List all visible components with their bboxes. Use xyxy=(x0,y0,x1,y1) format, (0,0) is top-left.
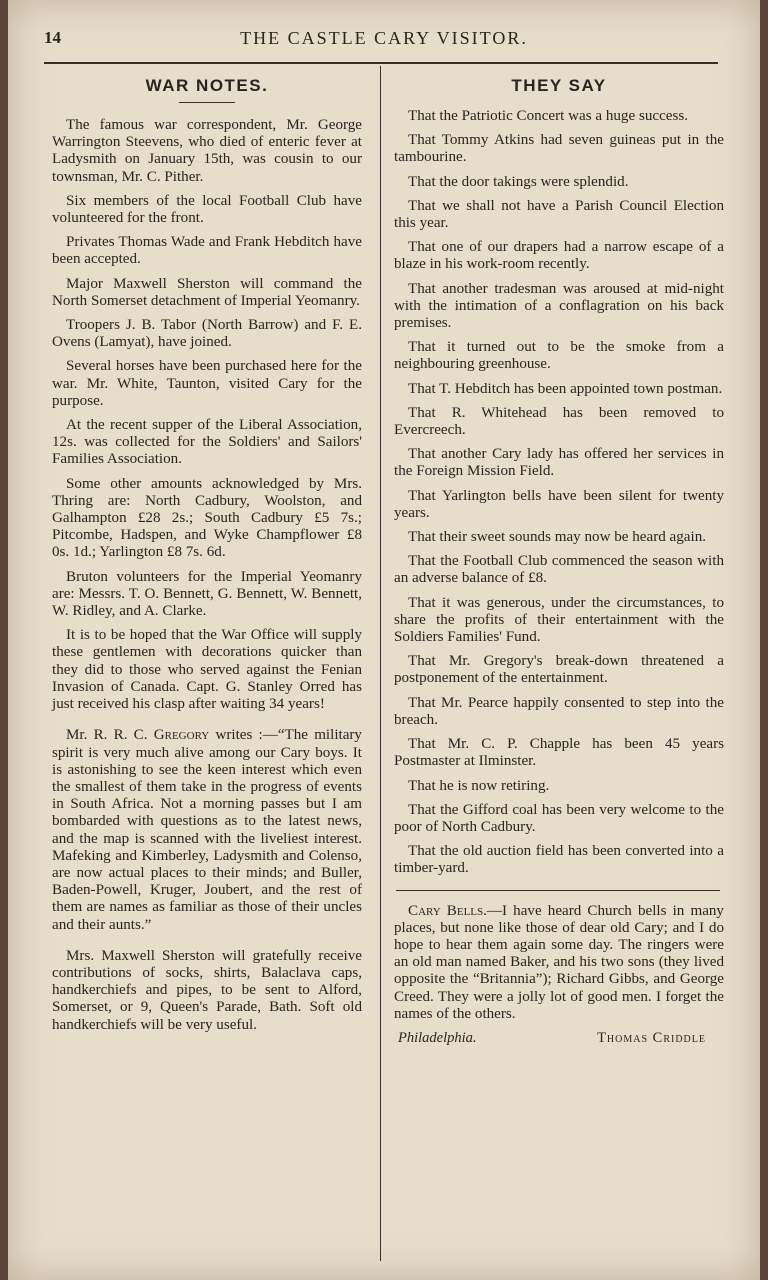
they-say-item: That the Gifford coal has been very welcome to the poor of North Cadbury. xyxy=(394,801,724,835)
they-say-item: That another tradesman was aroused at mid-night with the intimation of a conflagration on his back premises. xyxy=(394,280,724,332)
paragraph: Bruton volunteers for the Imperial Yeomanry are: Messrs. T. O. Bennett, G. Bennett, W. Bennett, W. Ridley, and A. Clarke. xyxy=(52,568,362,620)
paragraph: Several horses have been purchased here for the war. Mr. White, Taunton, visited Cary for the purpose. xyxy=(52,358,362,409)
they-say-item: That the Patriotic Concert was a huge success. xyxy=(408,108,688,124)
page-number: 14 xyxy=(44,28,61,47)
signature-line xyxy=(394,1030,724,1047)
page xyxy=(8,0,760,1280)
header-rule xyxy=(44,62,718,64)
cary-bells-heading: Cary Bells. xyxy=(408,902,487,919)
they-say-item: That the door takings were splendid. xyxy=(408,173,629,190)
war-notes-title: WAR NOTES. xyxy=(145,76,269,95)
paragraph: Privates Thomas Wade and Frank Hebditch have been accepted. xyxy=(52,234,362,268)
paragraph: Six members of the local Football Club have volunteered for the front. xyxy=(52,192,362,227)
paragraph: It is to be hoped that the War Office will supply these gentlemen with decorations quicker than they did to those who served against the Fenian Invasion of Canada. Capt. G. Stanley Orred has just received his clasp after waiting 34 years! xyxy=(52,627,362,713)
signature-name: Thomas Criddle xyxy=(597,1029,706,1046)
they-say-title: THEY SAY xyxy=(511,76,607,95)
they-say-item: That another Cary lady has offered her services in the Foreign Mission Field. xyxy=(394,446,724,480)
they-say-item: That T. Hebditch has been appointed town postman. xyxy=(408,380,723,397)
they-say-item: That their sweet sounds may now be heard again. xyxy=(408,529,707,546)
paragraph: At the recent supper of the Liberal Association, 12s. was collected for the Soldiers' and Sailors' Families Association. xyxy=(52,417,362,468)
letter-text: writes :—“The military spirit is very much alive among our Cary boys. It is astonishing to see the keen interest which even the smallest of them take in the progress of events in South Africa. Not a morning passes but I am bombarded with questions as to the latest news, and the map is scanned with the liveliest interest. Mafeking and Kimberley, Ladysmith and Colenso, are now actual places to their minds; and Buller, Baden-Powell, Kruger, Joubert, and the rest of them are names as familiar as those of their uncles and their aunts.” xyxy=(52,727,362,933)
they-say-item: That we shall not have a Parish Council Election this year. xyxy=(394,197,724,232)
they-say-item: That Mr. Pearce happily consented to step into the breach. xyxy=(394,694,724,728)
they-say-item: That Yarlington bells have been silent for twenty years. xyxy=(394,487,724,521)
they-say-item: That Mr. C. P. Chapple has been 45 years Postmaster at Ilminster. xyxy=(394,736,724,770)
they-say-item: That the old auction field has been converted into a timber-yard. xyxy=(394,843,724,877)
cary-bells-letter xyxy=(394,903,724,1023)
paragraph: Some other amounts acknowledged by Mrs. Thring are: North Cadbury, Woolston, and Galhampton £28 2s.; South Cadbury £5 7s.; Pitcombe, Hadspen, and Wyke Champflower £8 0s. 1d.; Yarlington £8 7s. 6d. xyxy=(52,475,362,561)
cary-bells-text: —I have heard Church bells in many places, but none like those of dear old Cary; and I do hope to hear them again some day. The ringers were an old man named Baker, and his two sons (they lived opposite the “Britannia”); Richard Gibbs, and George Creed. They were a jolly lot of good men. I forget the names of the others. xyxy=(394,902,724,1022)
column-divider xyxy=(380,66,381,1261)
they-say-item: That he is now retiring. xyxy=(408,777,550,794)
gregory-letter xyxy=(52,727,362,933)
paragraph: Troopers J. B. Tabor (North Barrow) and F. E. Ovens (Lamyat), have joined. xyxy=(52,317,362,351)
they-say-item: That Tommy Atkins had seven guineas put in the tambourine. xyxy=(394,132,724,166)
they-say-item: That it was generous, under the circumstances, to share the profits of their entertainment with the Soldiers Families' Fund. xyxy=(394,594,724,646)
paragraph: Major Maxwell Sherston will command the North Somerset detachment of Imperial Yeomanry. xyxy=(52,275,362,309)
paragraph: The famous war correspondent, Mr. George Warrington Steevens, who died of enteric fever at Ladysmith on January 15th, was cousin to our townsman, Mr. C. Pither. xyxy=(52,117,362,185)
running-title: THE CASTLE CARY VISITOR. xyxy=(240,28,528,48)
sherston-appeal: Mrs. Maxwell Sherston will gratefully receive contributions of socks, shirts, Balaclava caps, handkerchiefs and pipes, to be sent to Alford, Somerset, or 9, Queen's Parade, Bath. Soft old handkerchiefs will be very useful. xyxy=(52,947,362,1033)
section-rule xyxy=(396,890,720,891)
letter-author: Gregory xyxy=(153,727,210,744)
they-say-column xyxy=(394,70,724,1047)
letter-prefix: Mr. R. R. C. xyxy=(66,727,154,744)
they-say-item: That Mr. Gregory's break-down threatened a postponement of the entertainment. xyxy=(394,653,724,687)
they-say-item: That R. Whitehead has been removed to Evercreech. xyxy=(394,404,724,439)
they-say-item: That one of our drapers had a narrow escape of a blaze in his work-room recently. xyxy=(394,239,724,273)
they-say-item: That it turned out to be the smoke from a neighbouring greenhouse. xyxy=(394,339,724,373)
war-notes-column xyxy=(52,70,362,1041)
title-rule xyxy=(179,102,235,103)
they-say-item: That the Football Club commenced the season with an adverse balance of £8. xyxy=(394,553,724,587)
signature-place: Philadelphia. xyxy=(398,1029,477,1046)
